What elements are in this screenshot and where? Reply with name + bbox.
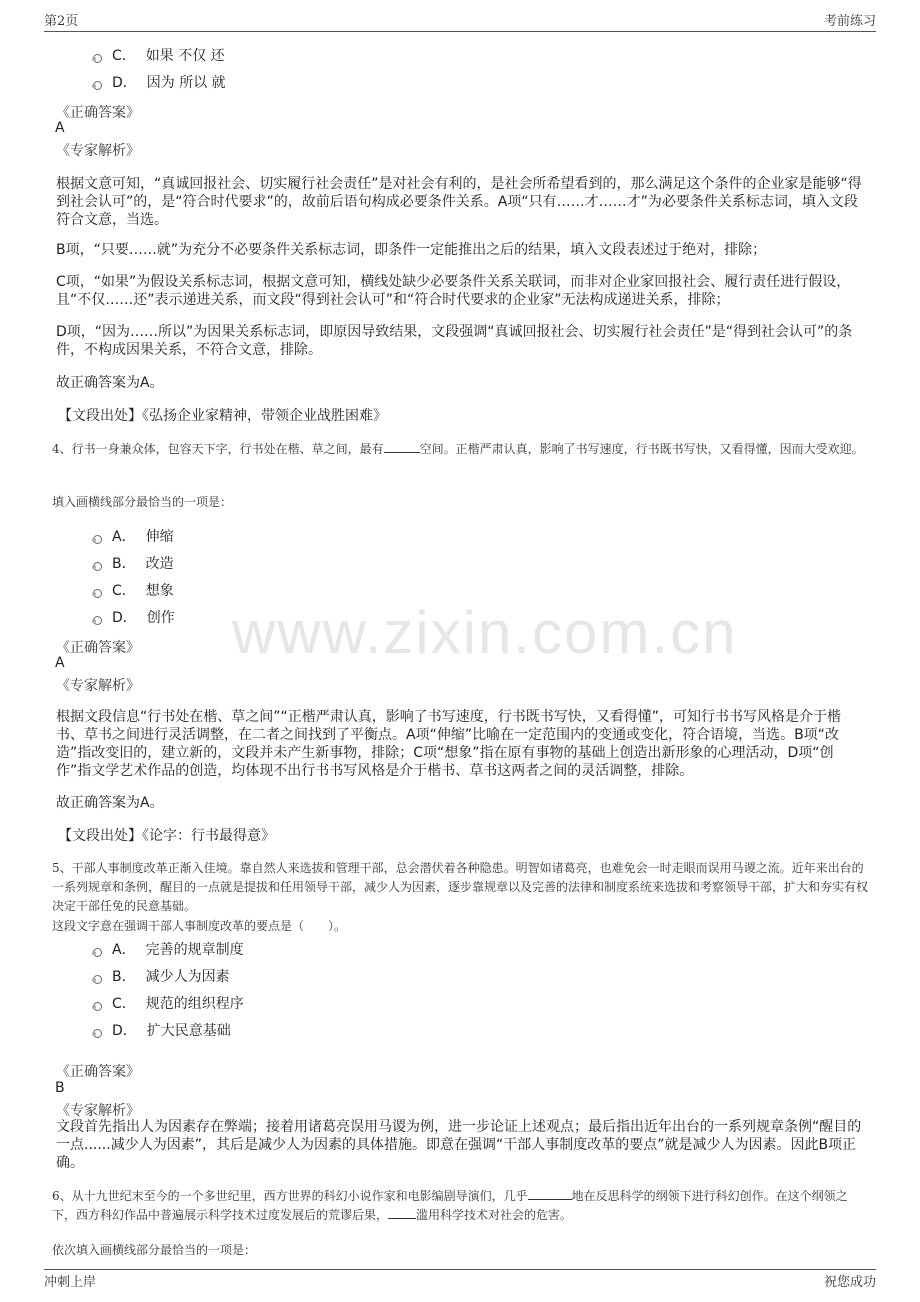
page-number: 第2页 [44, 14, 79, 29]
q3-source: 【文段出处】《弘扬企业家精神，带领企业战胜困难》 [58, 408, 387, 424]
radio-icon[interactable] [93, 616, 102, 625]
correct-answer-label: 《正确答案》 [56, 640, 140, 656]
correct-answer-label: 《正确答案》 [56, 105, 140, 121]
q4-option-c[interactable]: C． 想象 [93, 579, 174, 601]
q3-analysis-3: C项，“如果”为假设关系标志词，根据文意可知，横线处缺少必要条件关系关联词，而非对企业家回报社会、履行责任进行假设，且“不仅……还”表示递进关系，而文段“得到社会认可”和“符合时代要求的企业家”无法构成递进关系，排除； [56, 274, 851, 308]
radio-icon[interactable] [93, 1002, 102, 1011]
q4-prompt: 填入画横线部分最恰当的一项是： [52, 495, 233, 509]
q3-option-d[interactable]: D． 因为 所以 就 [93, 71, 226, 93]
q3-answer: A [55, 120, 65, 136]
q3-analysis-2: B项，“只要……就”为充分不必要条件关系标志词，即条件一定能推出之后的结果，填入文段表述过于绝对，排除； [56, 242, 767, 258]
radio-icon[interactable] [93, 948, 102, 957]
page-footer [44, 1271, 876, 1291]
q5-answer: B [55, 1080, 65, 1096]
q4-conclusion: 故正确答案为A。 [56, 795, 164, 811]
q4-answer: A [55, 655, 65, 671]
watermark: www.zixin.com.cn [232, 599, 738, 666]
fill-blank [384, 452, 420, 453]
q5-option-d[interactable]: D． 扩大民意基础 [93, 1019, 231, 1041]
q5-option-a[interactable]: A． 完善的规章制度 [93, 938, 244, 960]
fill-blank [528, 1199, 572, 1200]
footer-right: 祝您成功 [823, 1275, 876, 1290]
q5-prompt: 这段文字意在强调干部人事制度改革的要点是（ ）。 [52, 919, 347, 933]
radio-icon[interactable] [93, 54, 102, 63]
radio-icon[interactable] [93, 589, 102, 598]
expert-analysis-label: 《专家解析》 [56, 143, 140, 159]
q4-stem: 4、行书一身兼众体，包容天下字，行书处在楷、草之间，最有 空间。正楷严肃认真，影响了书写速度，行书既书写快，又看得懂，因而大受欢迎。 [52, 442, 864, 456]
q4-option-b[interactable]: B． 改造 [93, 552, 174, 574]
radio-icon[interactable] [93, 975, 102, 984]
expert-analysis-label: 《专家解析》 [56, 678, 140, 694]
q5-analysis: 文段首先指出人为因素存在弊端；接着用诸葛亮误用马谡为例，进一步论证上述观点；最后指出近年出台的一系列规章条例“醒目的一点......减少人为因素”，其后是减少人为因素的具体措施。即意在强调“干部人事制度改革的要点”就是减少人为因素。因此B项正确。 [56, 1119, 862, 1171]
fill-blank [388, 1218, 416, 1219]
q5-stem: 5、干部人事制度改革正渐入佳境。靠自然人来选拔和管理干部，总会潜伏着各种隐患。明智如诸葛亮，也难免会一时走眼而误用马谡之流。近年来出台的一系列规章和条例，醒目的一点就是提拔和任用领导干部，减少人为因素，逐步靠规章以及完善的法律和制度系统来选拔和考察领导干部，扩大和夯实有权决定干部任免的民意基础。 [52, 861, 869, 913]
radio-icon[interactable] [93, 1029, 102, 1038]
radio-icon[interactable] [93, 535, 102, 544]
footer-left: 冲刺上岸 [44, 1275, 97, 1290]
expert-analysis-label: 《专家解析》 [56, 1103, 140, 1119]
q4-analysis: 根据文段信息“行书处在楷、草之间”“正楷严肃认真，影响了书写速度，行书既书写快，又看得懂”，可知行书书写风格是介于楷书、草书之间进行灵活调整，在二者之间找到了平衡点。A项“伸缩”比喻在一定范围内的变通或变化，符合语境，当选。B项“改造”指改变旧的，建立新的，文段并未产生新事物，排除；C项“想象”指在原有事物的基础上创造出新形象的心理活动，D项“创作”指文学艺术作品的创造，均体现不出行书书写风格是介于楷书、草书这两者之间的灵活调整，排除。 [56, 709, 842, 779]
header-title: 考前练习 [823, 14, 876, 29]
q3-analysis-4: D项，“因为……所以”为因果关系标志词，即原因导致结果，文段强调“真诚回报社会、切实履行社会责任”是“得到社会认可”的条件，不构成因果关系，不符合文意，排除。 [56, 324, 853, 358]
footer-rule [44, 1269, 876, 1270]
q3-analysis-1: 根据文意可知，“真诚回报社会、切实履行社会责任”是对社会有利的，是社会所希望看到的，那么满足这个条件的企业家是能够“得到社会认可”的，是“符合时代要求”的，故前后语句构成必要条件关系。A项“只有……才……才”为必要条件关系标志词，填入文段符合文意，当选。 [56, 176, 862, 228]
q6-prompt: 依次填入画横线部分最恰当的一项是： [52, 1243, 257, 1257]
q3-option-c[interactable]: C． 如果 不仅 还 [93, 44, 225, 66]
q4-source: 【文段出处】《论字：行书最得意》 [58, 828, 275, 844]
radio-icon[interactable] [93, 81, 102, 90]
q5-option-c[interactable]: C． 规范的组织程序 [93, 992, 244, 1014]
q5-option-b[interactable]: B． 减少人为因素 [93, 965, 230, 987]
q6-stem: 6、从十九世纪末至今的一个多世纪里，西方世界的科幻小说作家和电影编剧导演们，几乎 地在反思科学的纲领下进行科幻创作。在这个纲领之下，西方科幻作品中普遍展示科学技术过度发展后的荒谬后果， 滥用科学技术对社会的危害。 [52, 1189, 848, 1222]
q4-option-a[interactable]: A． 伸缩 [93, 525, 174, 547]
q3-conclusion: 故正确答案为A。 [56, 375, 164, 391]
correct-answer-label: 《正确答案》 [56, 1064, 140, 1080]
radio-icon[interactable] [93, 562, 102, 571]
header-rule [44, 31, 876, 32]
page-header [44, 10, 876, 30]
q4-option-d[interactable]: D． 创作 [93, 606, 175, 628]
